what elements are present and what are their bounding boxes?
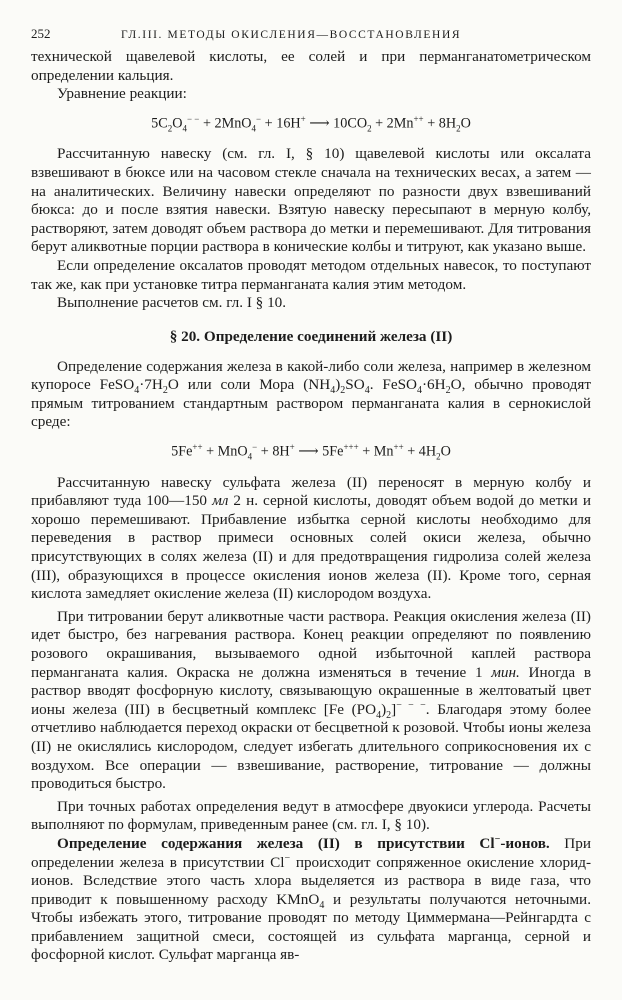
running-title: ГЛ.III. МЕТОДЫ ОКИСЛЕНИЯ—ВОССТАНОВЛЕНИЯ bbox=[121, 29, 462, 41]
page-number: 252 bbox=[31, 26, 51, 41]
page-header bbox=[31, 26, 591, 48]
section-title: § 20. Определение соединений железа (II) bbox=[169, 327, 453, 345]
paragraph-8: При титровании берут аликвотные части раствора. Реакция окисления железа (II) идет быстро, без нагревания раствора. Конец реакции определяют по появлению розового окрашивания, вызываемого одной избыточной каплей раствора перманганата калия. Окраска не должна изменяться в течение 1 мин. Иногда в раствор вводят фосфорную кислоту, связывающую окрашенные в желтоватый цвет ионы железа (III) в бесцветный комплекс [Fe $(PO_4)_2]^{- - -}$. Благодаря этому более отчетливо наблюдается переход окраски от бесцветной к розовой. Чтобы ионы железа (II) не окислялись кислородом, следует избегать длительного соприкосновения их с воздухом. Все операции — взвешивание, растворение, титрование — должны проводиться быстро. bbox=[31, 607, 592, 793]
paragraph-10: Определение содержания железа (II) в присутствии Cl−-ионов. При определении железа в присутствии Cl− происходит сопряженное окисление хлорид-ионов. Вследствие этого часть хлора выделяется из раствора в виде газа, что приводит к повышенному расходу KMnO$_4$ и результаты получаются неточными. Чтобы избежать этого, титрование проводят по методу Циммермана—Рейнгардта с прибавлением защитной смеси, состоящей из сульфата марганца, серной и фосфорной кислот. Сульфат марганца яв- bbox=[31, 833, 591, 964]
paragraph-5: Выполнение расчетов см. гл. I § 10. bbox=[57, 294, 287, 312]
paragraph-6: Определение содержания железа в какой-либо соли железа, например в железном купоросе $FeSO_4\cdot 7H_2O$ или соли Мора $(NH_4)_2SO_4$. $FeSO_4\cdot 6H_2O$, обычно проводят прямым титрованием стандартным раствором перманганата калия в сернокислой среде: bbox=[31, 357, 591, 431]
paragraph-7: Рассчитанную навеску сульфата железа (II) переносят в мерную колбу и прибавляют туда 100—150 мл 2 н. серной кислоты, доводят объем водой до метки и хорошо перемешивают. Прибавление избытка серной кислоты необходимо для переведения в раствор примеси основных солей окиси железа, обычно присутствующих в солях железа (II) и для предотвращения гидролиза солей железа (III), образующихся в процессе окисления ионов железа (II). Кроме того, серная кислота замедляет окисление железа (II) кислородом воздуха. bbox=[31, 473, 591, 603]
equation-iron: 5Fe++ + MnO$_4$− + 8H+ ⟶ $5Fe^{+++} + Mn^{++} + 4H_2O$ bbox=[171, 442, 451, 462]
paragraph-3: Рассчитанную навеску (см. гл. I, § 10) щавелевой кислоты или оксалата взвешивают в бюксе или на часовом стекле сначала на технических весах, а затем — на аналитических. Величину навески определяют по разности двух взвешиваний бюкса: до и после взятия навески. Взятую навеску пересыпают в мерную колбу, растворяют, затем доводят объем раствора до метки и перемешивают. Для титрования берут аликвотные порции раствора в конические колбы и титруют, как указано выше. bbox=[31, 145, 591, 256]
book-page bbox=[31, 26, 591, 965]
paragraph-4: Если определение оксалатов проводят методом отдельных навесок, то поступают так же, как при установке титра перманганата калия этим методом. bbox=[31, 256, 591, 293]
paragraph-1: технической щавелевой кислоты, ее солей и при перманганатометрическом определении кальция. bbox=[31, 48, 591, 84]
equation-oxalate: $5C_2O_4^{- -} + 2MnO_4^- + 16H^+$ ⟶ $10CO_2 + 2Mn^{++} + 8H_2O$ bbox=[151, 113, 471, 134]
paragraph-2: Уравнение реакции: bbox=[57, 85, 187, 103]
paragraph-9: При точных работах определения ведут в атмосфере двуокиси углерода. Расчеты выполняют по формулам, приведенным ранее (см. гл. I, § 10). bbox=[31, 797, 591, 834]
